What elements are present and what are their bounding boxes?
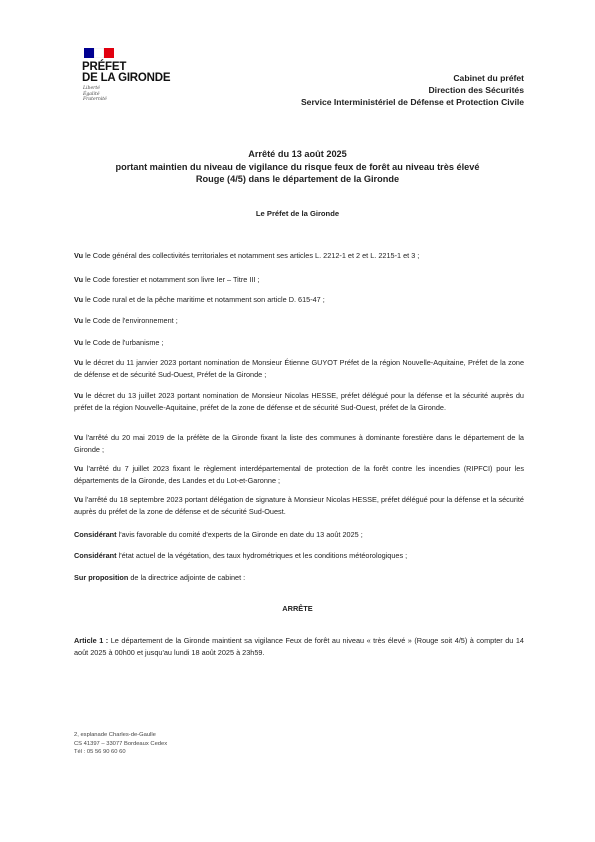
visa-keyword: Vu	[74, 464, 84, 473]
visa-keyword: Vu	[74, 495, 84, 504]
visa-text: l'arrêté du 18 septembre 2023 portant délégation de signature à Monsieur Nicolas HESSE, préfet délégué pour la défense et la sécurité auprès du préfet de la zone de défense et de sécurité Sud-Ouest.	[74, 495, 524, 516]
decree-title	[60, 148, 535, 186]
considerant-keyword: Considérant	[74, 530, 117, 539]
marianne-flag-icon	[84, 48, 114, 58]
visa-item	[74, 250, 524, 262]
considerant-item	[74, 550, 524, 562]
article-1-text: Le département de la Gironde maintient sa vigilance Feux de forêt au niveau « très élevé » (Rouge soit 4/5) à compter du 14 août 2025 à 00h00 et jusqu'au lundi 18 août 2025 à 23h59.	[74, 636, 524, 657]
prefecture-address	[74, 731, 167, 757]
flag-blue-band	[84, 48, 94, 58]
republic-motto	[83, 86, 170, 103]
visa-item	[74, 315, 524, 327]
considerant-text: l'avis favorable du comité d'experts de la Gironde en date du 13 août 2025 ;	[116, 530, 363, 539]
logo-title-line2: DE LA GIRONDE	[82, 72, 171, 84]
visa-item	[74, 390, 524, 413]
visa-item	[74, 494, 524, 517]
title-line3: Rouge (4/5) dans le département de la Gironde	[195, 174, 400, 184]
authority-line: Le Préfet de la Gironde	[255, 209, 340, 218]
visa-text: le Code de l'urbanisme ;	[83, 338, 164, 347]
visa-keyword: Vu	[74, 275, 84, 284]
motto-fraternite: Fraternité	[83, 97, 107, 103]
flag-red-band	[104, 48, 114, 58]
proposition-text: de la directrice adjointe de cabinet :	[128, 573, 246, 582]
considerant-text: l'état actuel de la végétation, des taux hydrométriques et les conditions météorologiques ;	[116, 551, 408, 560]
visa-text: l'arrêté du 20 mai 2019 de la préfète de la Gironde fixant la liste des communes à dominante forestière dans le département de la Gironde ;	[74, 433, 524, 454]
visa-item	[74, 463, 524, 486]
visa-item	[74, 357, 524, 380]
prefecture-logo	[82, 48, 170, 103]
visa-item	[74, 337, 524, 349]
visa-text: le Code forestier et notamment son livre Ier – Titre III ;	[83, 275, 260, 284]
visa-item	[74, 432, 524, 455]
visa-keyword: Vu	[74, 433, 84, 442]
service-cabinet: Cabinet du préfet	[453, 73, 524, 83]
address-postal: CS 41397 – 33077 Bordeaux Cedex	[74, 740, 168, 747]
article-1	[74, 635, 524, 658]
issuing-services	[301, 72, 524, 108]
visa-keyword: Vu	[74, 251, 84, 260]
visa-text: le décret du 13 juillet 2023 portant nomination de Monsieur Nicolas HESSE, préfet délégué pour la défense et la sécurité auprès du préfet de la région Nouvelle-Aquitaine, préfet de la zone de défense et de sécurité Sud-Ouest, préfet de la Gironde.	[74, 391, 524, 412]
address-street: 2, esplanade Charles-de-Gaulle	[74, 732, 156, 738]
service-sidpc: Service Interministériel de Défense et Protection Civile	[300, 97, 524, 107]
visa-keyword: Vu	[74, 316, 84, 325]
visa-item	[74, 274, 524, 286]
visa-text: le décret du 11 janvier 2023 portant nomination de Monsieur Étienne GUYOT Préfet de la région Nouvelle-Aquitaine, Préfet de la zone de défense et de sécurité Sud-Ouest, Préfet de la Gironde ;	[74, 358, 524, 379]
visa-keyword: Vu	[74, 358, 84, 367]
article-1-label: Article 1 :	[74, 636, 109, 645]
visa-keyword: Vu	[74, 295, 84, 304]
considerant-keyword: Considérant	[74, 551, 117, 560]
visa-text: le Code rural et de la pêche maritime et notamment son article D. 615-47 ;	[83, 295, 325, 304]
arrete-heading: ARRÊTE	[282, 604, 313, 613]
proposition-keyword: Sur proposition	[74, 573, 129, 582]
title-line1: Arrêté du 13 août 2025	[248, 149, 347, 159]
service-direction: Direction des Sécurités	[428, 85, 524, 95]
address-phone: Tél : 05 56 90 60 60	[74, 749, 126, 756]
logo-title	[82, 62, 170, 84]
visa-text: le Code général des collectivités territoriales et notamment ses articles L. 2212-1 et 2 et L. 2215-1 et 3 ;	[83, 251, 420, 260]
flag-white-band	[94, 48, 104, 58]
visa-text: l'arrêté du 7 juillet 2023 fixant le règlement interdépartemental de protection de la forêt contre les incendies (RIPFCI) pour les départements de la Gironde, des Landes et du Lot-et-Garonne ;	[74, 464, 524, 485]
visa-keyword: Vu	[74, 391, 84, 400]
proposition-item	[74, 572, 524, 584]
logo-title-line1: PRÉFET	[82, 61, 127, 73]
title-line2: portant maintien du niveau de vigilance du risque feux de forêt au niveau très élevé	[115, 161, 480, 172]
considerant-item	[74, 529, 524, 541]
visa-item	[74, 294, 524, 306]
visa-keyword: Vu	[74, 338, 84, 347]
motto-liberte: Liberté	[83, 86, 100, 91]
visa-text: le Code de l'environnement ;	[83, 316, 178, 325]
motto-egalite: Égalité	[83, 91, 100, 97]
